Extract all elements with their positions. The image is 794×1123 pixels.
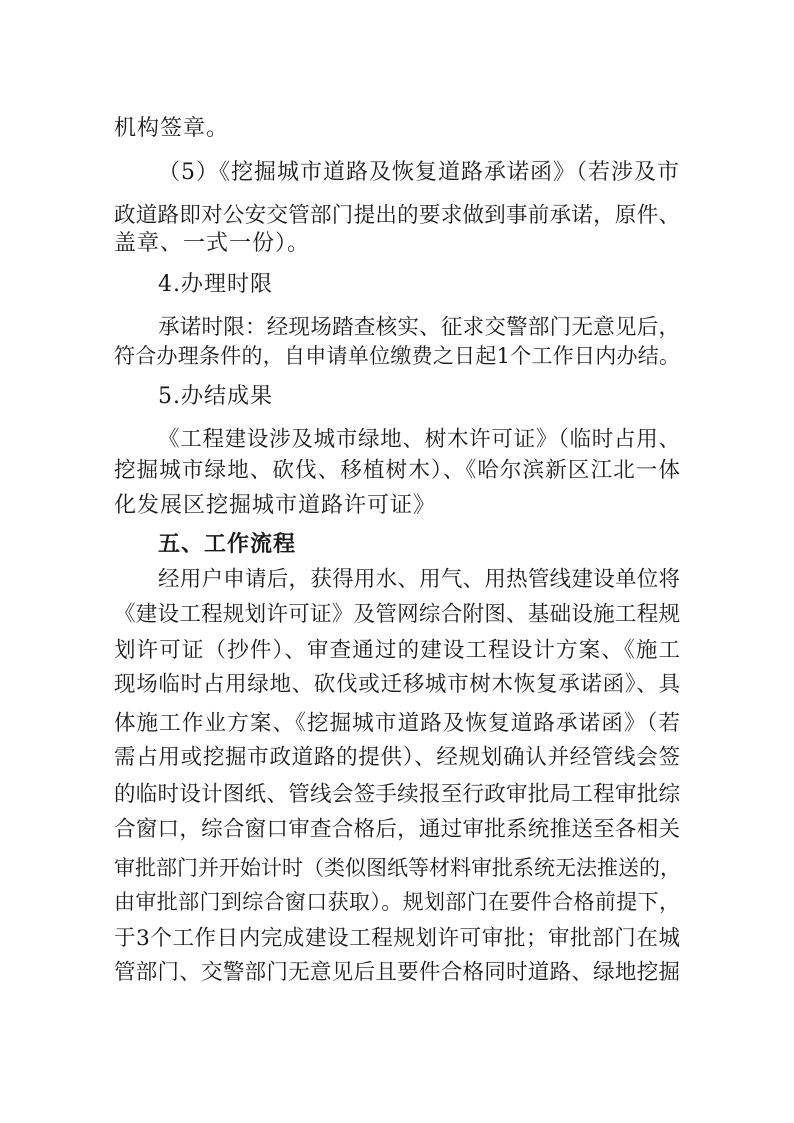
section-heading: 4.办理时限 xyxy=(158,272,273,297)
text-line: 现场临时占用绿地、砍伐或迁移城市树木恢复承诺函》、具 xyxy=(114,672,680,697)
text-line: 《工程建设涉及城市绿地、树木许可证》（临时占用、 xyxy=(158,427,680,452)
section-heading: 5.办结成果 xyxy=(158,384,273,409)
text-line: 挖掘城市绿地、砍伐、移植树木）、《哈尔滨新区江北一体 xyxy=(114,458,680,483)
text-line: （5）《挖掘城市道路及恢复道路承诺函》（若涉及市 xyxy=(158,160,680,185)
text-line: 需占用或挖掘市政道路的提供）、经规划确认并经管线会签 xyxy=(114,745,680,770)
text-line: 符合办理条件的，自申请单位缴费之日起1个工作日内办结。 xyxy=(114,344,680,368)
text-line: 审批部门并开始计时（类似图纸等材料审批系统无法推送的， xyxy=(114,856,681,880)
text-line: 承诺时限：经现场踏查核实、征求交警部门无意见后， xyxy=(158,315,680,340)
text-line: 合窗口，综合窗口审查合格后，通过审批系统推送至各相关 xyxy=(114,817,680,842)
text-line: 于3个工作日内完成建设工程规划许可审批；审批部门在城 xyxy=(114,926,680,951)
text-line: 划许可证（抄件）、审查通过的建设工程设计方案、《施工 xyxy=(114,638,680,663)
text-line: 体施工作业方案、《挖掘城市道路及恢复道路承诺函》（若 xyxy=(114,711,680,736)
text-line: 盖章、一式一份）。 xyxy=(114,231,311,256)
chapter-heading: 五、工作流程 xyxy=(158,532,297,557)
text-line: 政道路即对公安交管部门提出的要求做到事前承诺，原件、 xyxy=(114,203,680,228)
text-line: 经用户申请后，获得用水、用气、用热管线建设单位将 xyxy=(158,567,680,592)
text-line: 机构签章。 xyxy=(114,116,230,141)
text-line: 《建设工程规划许可证》及管网综合附图、基础设施工程规 xyxy=(114,602,680,627)
text-line: 的临时设计图纸、管线会签手续报至行政审批局工程审批综 xyxy=(114,782,680,807)
text-line: 管部门、交警部门无意见后且要件合格同时道路、绿地挖掘 xyxy=(114,960,680,985)
text-line: 化发展区挖掘城市道路许可证》 xyxy=(114,493,437,518)
text-line: 由审批部门到综合窗口获取）。规划部门在要件合格前提下， xyxy=(114,890,680,914)
